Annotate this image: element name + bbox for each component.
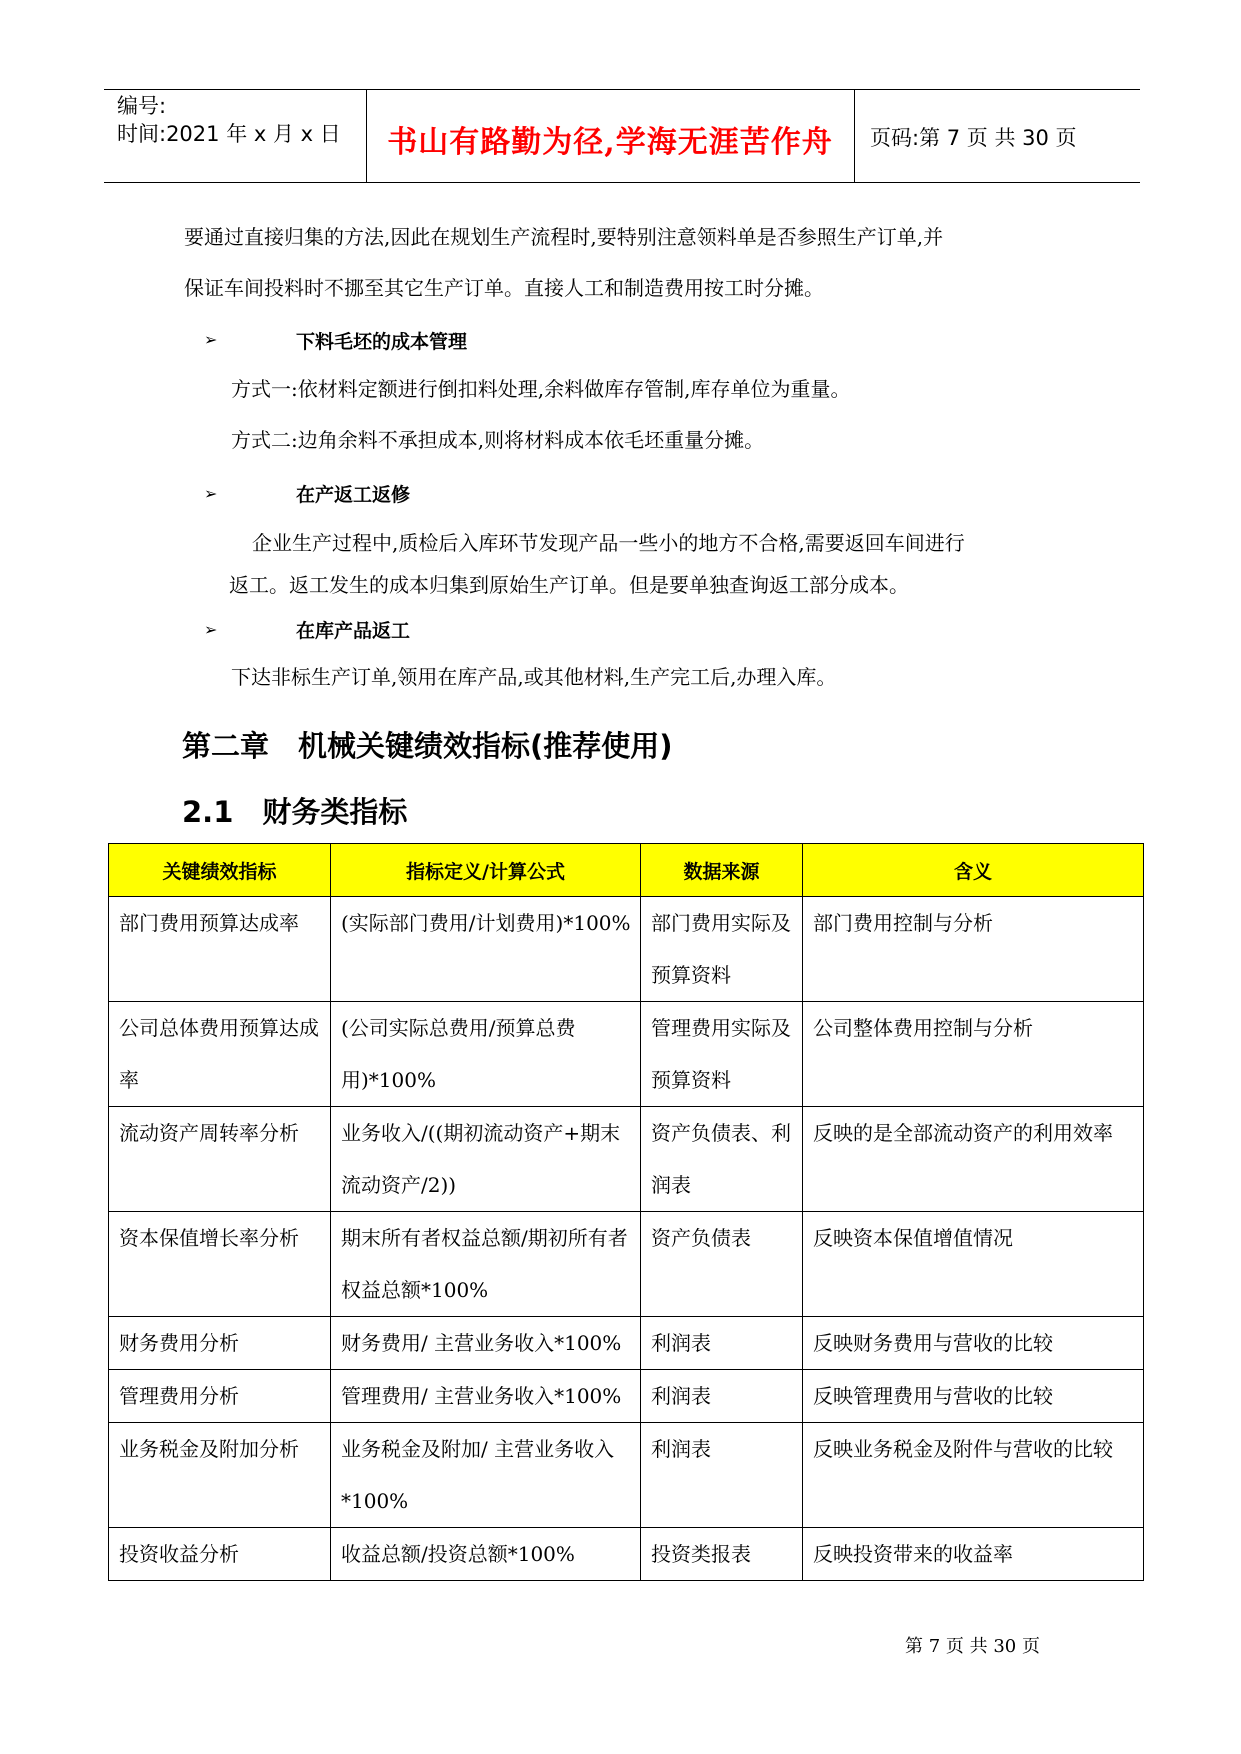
table-cell: 部门费用实际及预算资料 (641, 897, 803, 1002)
subsection-title: 下料毛坯的成本管理 (296, 331, 468, 353)
header-page-number: 页码:第 7 页 共 30 页 (870, 126, 1077, 150)
header-motto: 书山有路勤为径,学海无涯苦作舟 (387, 125, 833, 160)
table-cell: 财务费用/ 主营业务收入*100% (331, 1317, 641, 1370)
table-cell: 利润表 (641, 1370, 803, 1423)
table-cell: 反映业务税金及附件与营收的比较 (803, 1423, 1144, 1528)
header-bottom-rule (104, 182, 1140, 183)
table-cell: 部门费用控制与分析 (803, 897, 1144, 1002)
table-cell: 期末所有者权益总额/期初所有者权益总额*100% (331, 1212, 641, 1317)
header-divider-right (854, 90, 855, 183)
table-cell: 资本保值增长率分析 (109, 1212, 331, 1317)
table-cell: 投资收益分析 (109, 1528, 331, 1581)
table-row (109, 897, 1144, 1002)
header-number: 编号: (117, 94, 167, 118)
table-cell: 业务税金及附加分析 (109, 1423, 331, 1528)
table-cell: 管理费用/ 主营业务收入*100% (331, 1370, 641, 1423)
subsection-title: 在产返工返修 (296, 484, 411, 506)
table-cell: 管理费用分析 (109, 1370, 331, 1423)
header-meta (117, 92, 341, 148)
footer-page-number: 第 7 页 共 30 页 (905, 1636, 1040, 1657)
table-row (109, 1212, 1144, 1317)
paragraph-line: 保证车间投料时不挪至其它生产订单。直接人工和制造费用按工时分摊。 (184, 276, 824, 300)
chapter-title: 第二章 机械关键绩效指标(推荐使用) (182, 729, 673, 763)
table-header-kpi: 关键绩效指标 (109, 844, 331, 897)
table-cell: 投资类报表 (641, 1528, 803, 1581)
table-cell: (公司实际总费用/预算总费用)*100% (331, 1002, 641, 1107)
table-row (109, 1423, 1144, 1528)
table-cell: 业务收入/((期初流动资产+期末流动资产/2)) (331, 1107, 641, 1212)
table-cell: 利润表 (641, 1317, 803, 1370)
table-cell: 反映财务费用与营收的比较 (803, 1317, 1144, 1370)
table-header-row (109, 844, 1144, 897)
table-cell: 公司总体费用预算达成率 (109, 1002, 331, 1107)
header-time: 时间:2021 年 x 月 x 日 (117, 122, 341, 146)
table-row (109, 1528, 1144, 1581)
table-cell: 管理费用实际及预算资料 (641, 1002, 803, 1107)
kpi-table (108, 843, 1144, 1581)
bullet-arrow-icon: ➢ (204, 330, 218, 349)
header-top-rule (104, 89, 1140, 90)
table-cell: 公司整体费用控制与分析 (803, 1002, 1144, 1107)
table-cell: 反映管理费用与营收的比较 (803, 1370, 1144, 1423)
table-row (109, 1002, 1144, 1107)
table-row (109, 1317, 1144, 1370)
paragraph-line: 方式一:依材料定额进行倒扣料处理,余料做库存管制,库存单位为重量。 (231, 377, 851, 401)
section-title: 2.1 财务类指标 (182, 795, 408, 829)
table-cell: 收益总额/投资总额*100% (331, 1528, 641, 1581)
table-header-meaning: 含义 (803, 844, 1144, 897)
table-cell: 资产负债表、利润表 (641, 1107, 803, 1212)
table-cell: 部门费用预算达成率 (109, 897, 331, 1002)
paragraph-line: 下达非标生产订单,领用在库产品,或其他材料,生产完工后,办理入库。 (231, 665, 837, 689)
paragraph-line: 返工。返工发生的成本归集到原始生产订单。但是要单独查询返工部分成本。 (229, 573, 909, 597)
table-row (109, 1370, 1144, 1423)
table-header-source: 数据来源 (641, 844, 803, 897)
table-cell: 反映的是全部流动资产的利用效率 (803, 1107, 1144, 1212)
bullet-arrow-icon: ➢ (204, 484, 218, 503)
table-row (109, 1107, 1144, 1212)
table-cell: 反映投资带来的收益率 (803, 1528, 1144, 1581)
table-cell: 流动资产周转率分析 (109, 1107, 331, 1212)
paragraph-line: 企业生产过程中,质检后入库环节发现产品一些小的地方不合格,需要返回车间进行 (252, 531, 965, 555)
table-cell: (实际部门费用/计划费用)*100% (331, 897, 641, 1002)
bullet-arrow-icon: ➢ (204, 620, 218, 639)
table-cell: 反映资本保值增值情况 (803, 1212, 1144, 1317)
table-cell: 资产负债表 (641, 1212, 803, 1317)
table-cell: 利润表 (641, 1423, 803, 1528)
paragraph-line: 要通过直接归集的方法,因此在规划生产流程时,要特别注意领料单是否参照生产订单,并 (184, 225, 944, 249)
subsection-title: 在库产品返工 (296, 620, 411, 642)
paragraph-line: 方式二:边角余料不承担成本,则将材料成本依毛坯重量分摊。 (231, 428, 765, 452)
table-cell: 业务税金及附加/ 主营业务收入*100% (331, 1423, 641, 1528)
table-cell: 财务费用分析 (109, 1317, 331, 1370)
table-header-formula: 指标定义/计算公式 (331, 844, 641, 897)
header-divider-left (366, 90, 367, 183)
